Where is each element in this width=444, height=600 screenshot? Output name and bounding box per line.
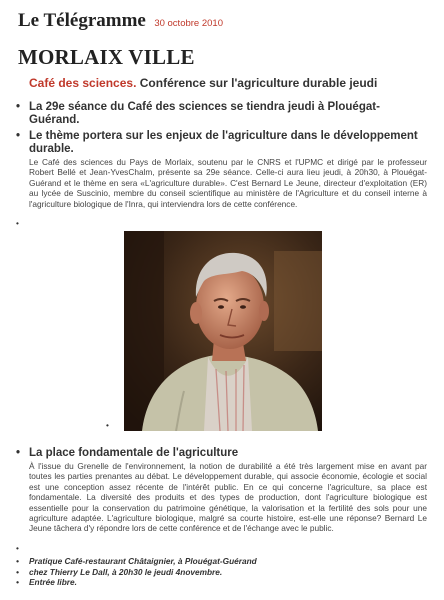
section-title: MORLAIX VILLE: [18, 45, 195, 69]
intro-paragraph: Le Café des sciences du Pays de Morlaix, soutenu par le CNRS et l'UPMC et dirigé par le professeur Robert Bellé et Jean-YvesChalm, présente sa 29e séance. Celle-ci aura lieu jeudi, à 20h30, à Plouégat-Guérand et le thème en sera «L'agriculture durable». C'est Bernard Le Jeune, directeur d'exploitation (ER) au lycée de Suscinio, membre du conseil scientifique au ministère de l'Agriculture et du conseil interne à l'agriculture biologique de l'Inra, qui interviendra lors de cette conférence.: [29, 157, 427, 209]
practical-line: • chez Thierry Le Dall, à 20h30 le jeudi 4novembre.: [15, 567, 425, 578]
publication-date: 30 octobre 2010: [154, 18, 223, 29]
section2-text: À l'issue du Grenelle de l'environnement, la notion de durabilité a été très largement mise en avant par toutes les parties prenantes au débat. Le développement durable, qui associe économie, écologie et social est une conception assez récente de l'intérêt public. En ce qui concerne l'agriculture, sa place est fondamentale. La diversité des produits et des types de production, dont l'agriculture biologique est essentielle pour la conservation du patrimoine génétique, la valorisation et la fertilité des sols pour une agriculture adaptée. L'agriculture biologique, malgré sa courte histoire, est-elle une réponse? Bernard Le Jeune tâchera d'y répondre lors de cette conférence et de l'échange avec le public.: [29, 461, 427, 534]
newspaper-name: Le Télégramme: [18, 10, 146, 31]
article-headline: [29, 76, 439, 90]
speaker-photo: [124, 231, 322, 431]
lead-bullet: • La 29e séance du Café des sciences se tiendra jeudi à Plouégat-Guérand.: [15, 101, 425, 127]
lead-bullets: [15, 101, 425, 156]
practical-line: • Pratique Café-restaurant Châtaignier, à Plouégat-Guérand: [15, 556, 425, 567]
practical-line: • Entrée libre.: [15, 577, 425, 588]
portrait-image: [124, 231, 322, 431]
headline-kicker: Café des sciences.: [29, 76, 137, 90]
empty-bullet: [15, 543, 425, 554]
section2: [15, 447, 425, 460]
practical-info: [15, 556, 425, 588]
headline-text: Conférence sur l'agriculture durable jeudi: [139, 76, 378, 90]
empty-bullet: [15, 218, 425, 230]
lead-bullet: • Le thème portera sur les enjeux de l'agriculture dans le développement durable.: [15, 130, 425, 156]
masthead: [18, 10, 223, 32]
empty-bullet: [105, 420, 125, 430]
section2-title: • La place fondamentale de l'agriculture: [15, 447, 425, 460]
